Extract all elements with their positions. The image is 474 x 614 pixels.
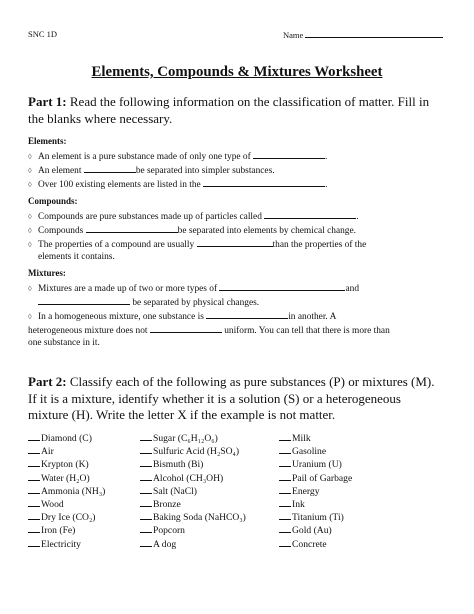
blank-mixtures-can[interactable]	[38, 295, 130, 305]
list-item[interactable]: Salt (NaCl)	[140, 485, 246, 498]
list-item[interactable]: Energy	[279, 485, 352, 498]
answer-blank[interactable]	[279, 538, 291, 547]
blank-element-type[interactable]	[253, 149, 325, 159]
list-item[interactable]: Milk	[279, 432, 352, 445]
worksheet-title: Elements, Compounds & Mixtures Worksheet	[91, 64, 383, 80]
classify-column-2	[140, 432, 246, 551]
list-item[interactable]: Electricity	[28, 538, 105, 551]
compounds-section: Compounds: ◊ Compounds are pure substances made up of particles called . ◊ Compounds be separated into elements by chemical change. ◊ The properties of a compound are usually than the properties of the elements it contains.	[28, 195, 458, 263]
list-item[interactable]: Air	[28, 445, 105, 458]
answer-blank[interactable]	[279, 445, 291, 454]
elements-bullet-1: ◊ An element is a pure substance made of only one type of .	[28, 149, 458, 163]
mixtures-bullet-1: ◊ Mixtures are a made up of two or more types of and	[28, 281, 458, 295]
answer-blank[interactable]	[279, 485, 291, 494]
answer-blank[interactable]	[140, 432, 152, 441]
blank-compounds-can[interactable]	[86, 223, 178, 233]
blank-mixture-types[interactable]	[219, 281, 345, 291]
list-item[interactable]: Bronze	[140, 498, 246, 511]
blank-dissolved[interactable]	[206, 309, 288, 319]
list-item[interactable]: Iron (Fe)	[28, 524, 105, 537]
compounds-heading: Compounds:	[28, 196, 78, 206]
bullet-icon: ◊	[28, 166, 32, 175]
list-item[interactable]: Alcohol (CH₃OH)	[140, 472, 246, 485]
answer-blank[interactable]	[28, 538, 40, 547]
list-item[interactable]: Bismuth (Bi)	[140, 458, 246, 471]
elements-bullet-3: ◊ Over 100 existing elements are listed in the .	[28, 177, 458, 191]
list-item[interactable]: A dog	[140, 538, 246, 551]
name-field[interactable]	[283, 29, 443, 40]
mixtures-section: Mixtures: ◊ Mixtures are a made up of two or more types of and be separated by physical changes. ◊ In a homogeneous mixture, one substance is in another. A heterogeneous mixture does not uniform. You can tell that there is more than one substance in it.	[28, 267, 458, 349]
list-item[interactable]: Popcorn	[140, 524, 246, 537]
list-item[interactable]: Krypton (K)	[28, 458, 105, 471]
answer-blank[interactable]	[140, 511, 152, 520]
mixtures-bullet-2-cont: heterogeneous mixture does not uniform. You can tell that there is more than	[28, 323, 458, 337]
answer-blank[interactable]	[28, 432, 40, 441]
answer-blank[interactable]	[28, 472, 40, 481]
blank-particles[interactable]	[264, 209, 356, 219]
answer-blank[interactable]	[140, 445, 152, 454]
list-item[interactable]: Water (H₂O)	[28, 472, 105, 485]
answer-blank[interactable]	[140, 524, 152, 533]
elements-section	[28, 135, 458, 191]
part2-instruction: Part 2: Classify each of the following as pure substances (P) or mixtures (M). If it is a mixture, identify whether it is a solution (S) or a heterogeneous mixture (H). Write the letter X if the example is not matter.	[28, 374, 435, 422]
answer-blank[interactable]	[279, 472, 291, 481]
list-item[interactable]: Gold (Au)	[279, 524, 352, 537]
answer-blank[interactable]	[279, 458, 291, 467]
answer-blank[interactable]	[28, 445, 40, 454]
bullet-icon: ◊	[28, 152, 32, 161]
compounds-bullet-2: ◊ Compounds be separated into elements by chemical change.	[28, 223, 458, 237]
answer-blank[interactable]	[28, 485, 40, 494]
bullet-icon: ◊	[28, 312, 32, 321]
list-item[interactable]: Sulfuric Acid (H₂SO₄)	[140, 445, 246, 458]
compounds-bullet-1: ◊ Compounds are pure substances made up of particles called .	[28, 209, 458, 223]
answer-blank[interactable]	[28, 524, 40, 533]
list-item[interactable]: Pail of Garbage	[279, 472, 352, 485]
part1-label: Part 1:	[28, 94, 67, 109]
answer-blank[interactable]	[28, 458, 40, 467]
mixtures-bullet-1-cont: be separated by physical changes.	[28, 295, 458, 309]
list-item[interactable]: Sugar (C₆H₁₂O₆)	[140, 432, 246, 445]
elements-bullet-2: ◊ An element be separated into simpler substances.	[28, 163, 458, 177]
answer-blank[interactable]	[28, 511, 40, 520]
list-item[interactable]: Ammonia (NH₃)	[28, 485, 105, 498]
answer-blank[interactable]	[279, 432, 291, 441]
classify-column-1	[28, 432, 105, 551]
course-code: SNC 1D	[28, 29, 58, 39]
mixtures-bullet-2: ◊ In a homogeneous mixture, one substance is in another. A	[28, 309, 458, 323]
list-item[interactable]: Titanium (Ti)	[279, 511, 352, 524]
answer-blank[interactable]	[140, 485, 152, 494]
answer-blank[interactable]	[140, 472, 152, 481]
bullet-icon: ◊	[28, 284, 32, 293]
answer-blank[interactable]	[279, 511, 291, 520]
list-item[interactable]: Wood	[28, 498, 105, 511]
answer-blank[interactable]	[140, 498, 152, 507]
part2-label: Part 2:	[28, 374, 67, 389]
list-item[interactable]: Diamond (C)	[28, 432, 105, 445]
blank-element-can[interactable]	[84, 163, 136, 173]
answer-blank[interactable]	[279, 498, 291, 507]
elements-heading: Elements:	[28, 136, 67, 146]
bullet-icon: ◊	[28, 212, 32, 221]
list-item[interactable]: Ink	[279, 498, 352, 511]
bullet-icon: ◊	[28, 226, 32, 235]
list-item[interactable]: Uranium (U)	[279, 458, 352, 471]
answer-blank[interactable]	[140, 458, 152, 467]
list-item[interactable]: Baking Soda (NaHCO₃)	[140, 511, 246, 524]
answer-blank[interactable]	[140, 538, 152, 547]
name-blank[interactable]	[305, 29, 443, 38]
list-item[interactable]: Concrete	[279, 538, 352, 551]
mixtures-heading: Mixtures:	[28, 268, 66, 278]
blank-periodic-table[interactable]	[203, 177, 325, 187]
list-item[interactable]: Gasoline	[279, 445, 352, 458]
answer-blank[interactable]	[279, 524, 291, 533]
list-item[interactable]: Dry Ice (CO₂)	[28, 511, 105, 524]
bullet-icon: ◊	[28, 180, 32, 189]
part1-instruction: Part 1: Read the following information on the classification of matter. Fill in the blanks where necessary.	[28, 94, 430, 126]
classify-column-3	[279, 432, 352, 551]
compounds-bullet-3: ◊ The properties of a compound are usually than the properties of the	[28, 237, 458, 251]
blank-appear[interactable]	[150, 323, 222, 333]
bullet-icon: ◊	[28, 240, 32, 249]
blank-properties[interactable]	[197, 237, 273, 247]
answer-blank[interactable]	[28, 498, 40, 507]
name-label: Name	[283, 30, 304, 40]
